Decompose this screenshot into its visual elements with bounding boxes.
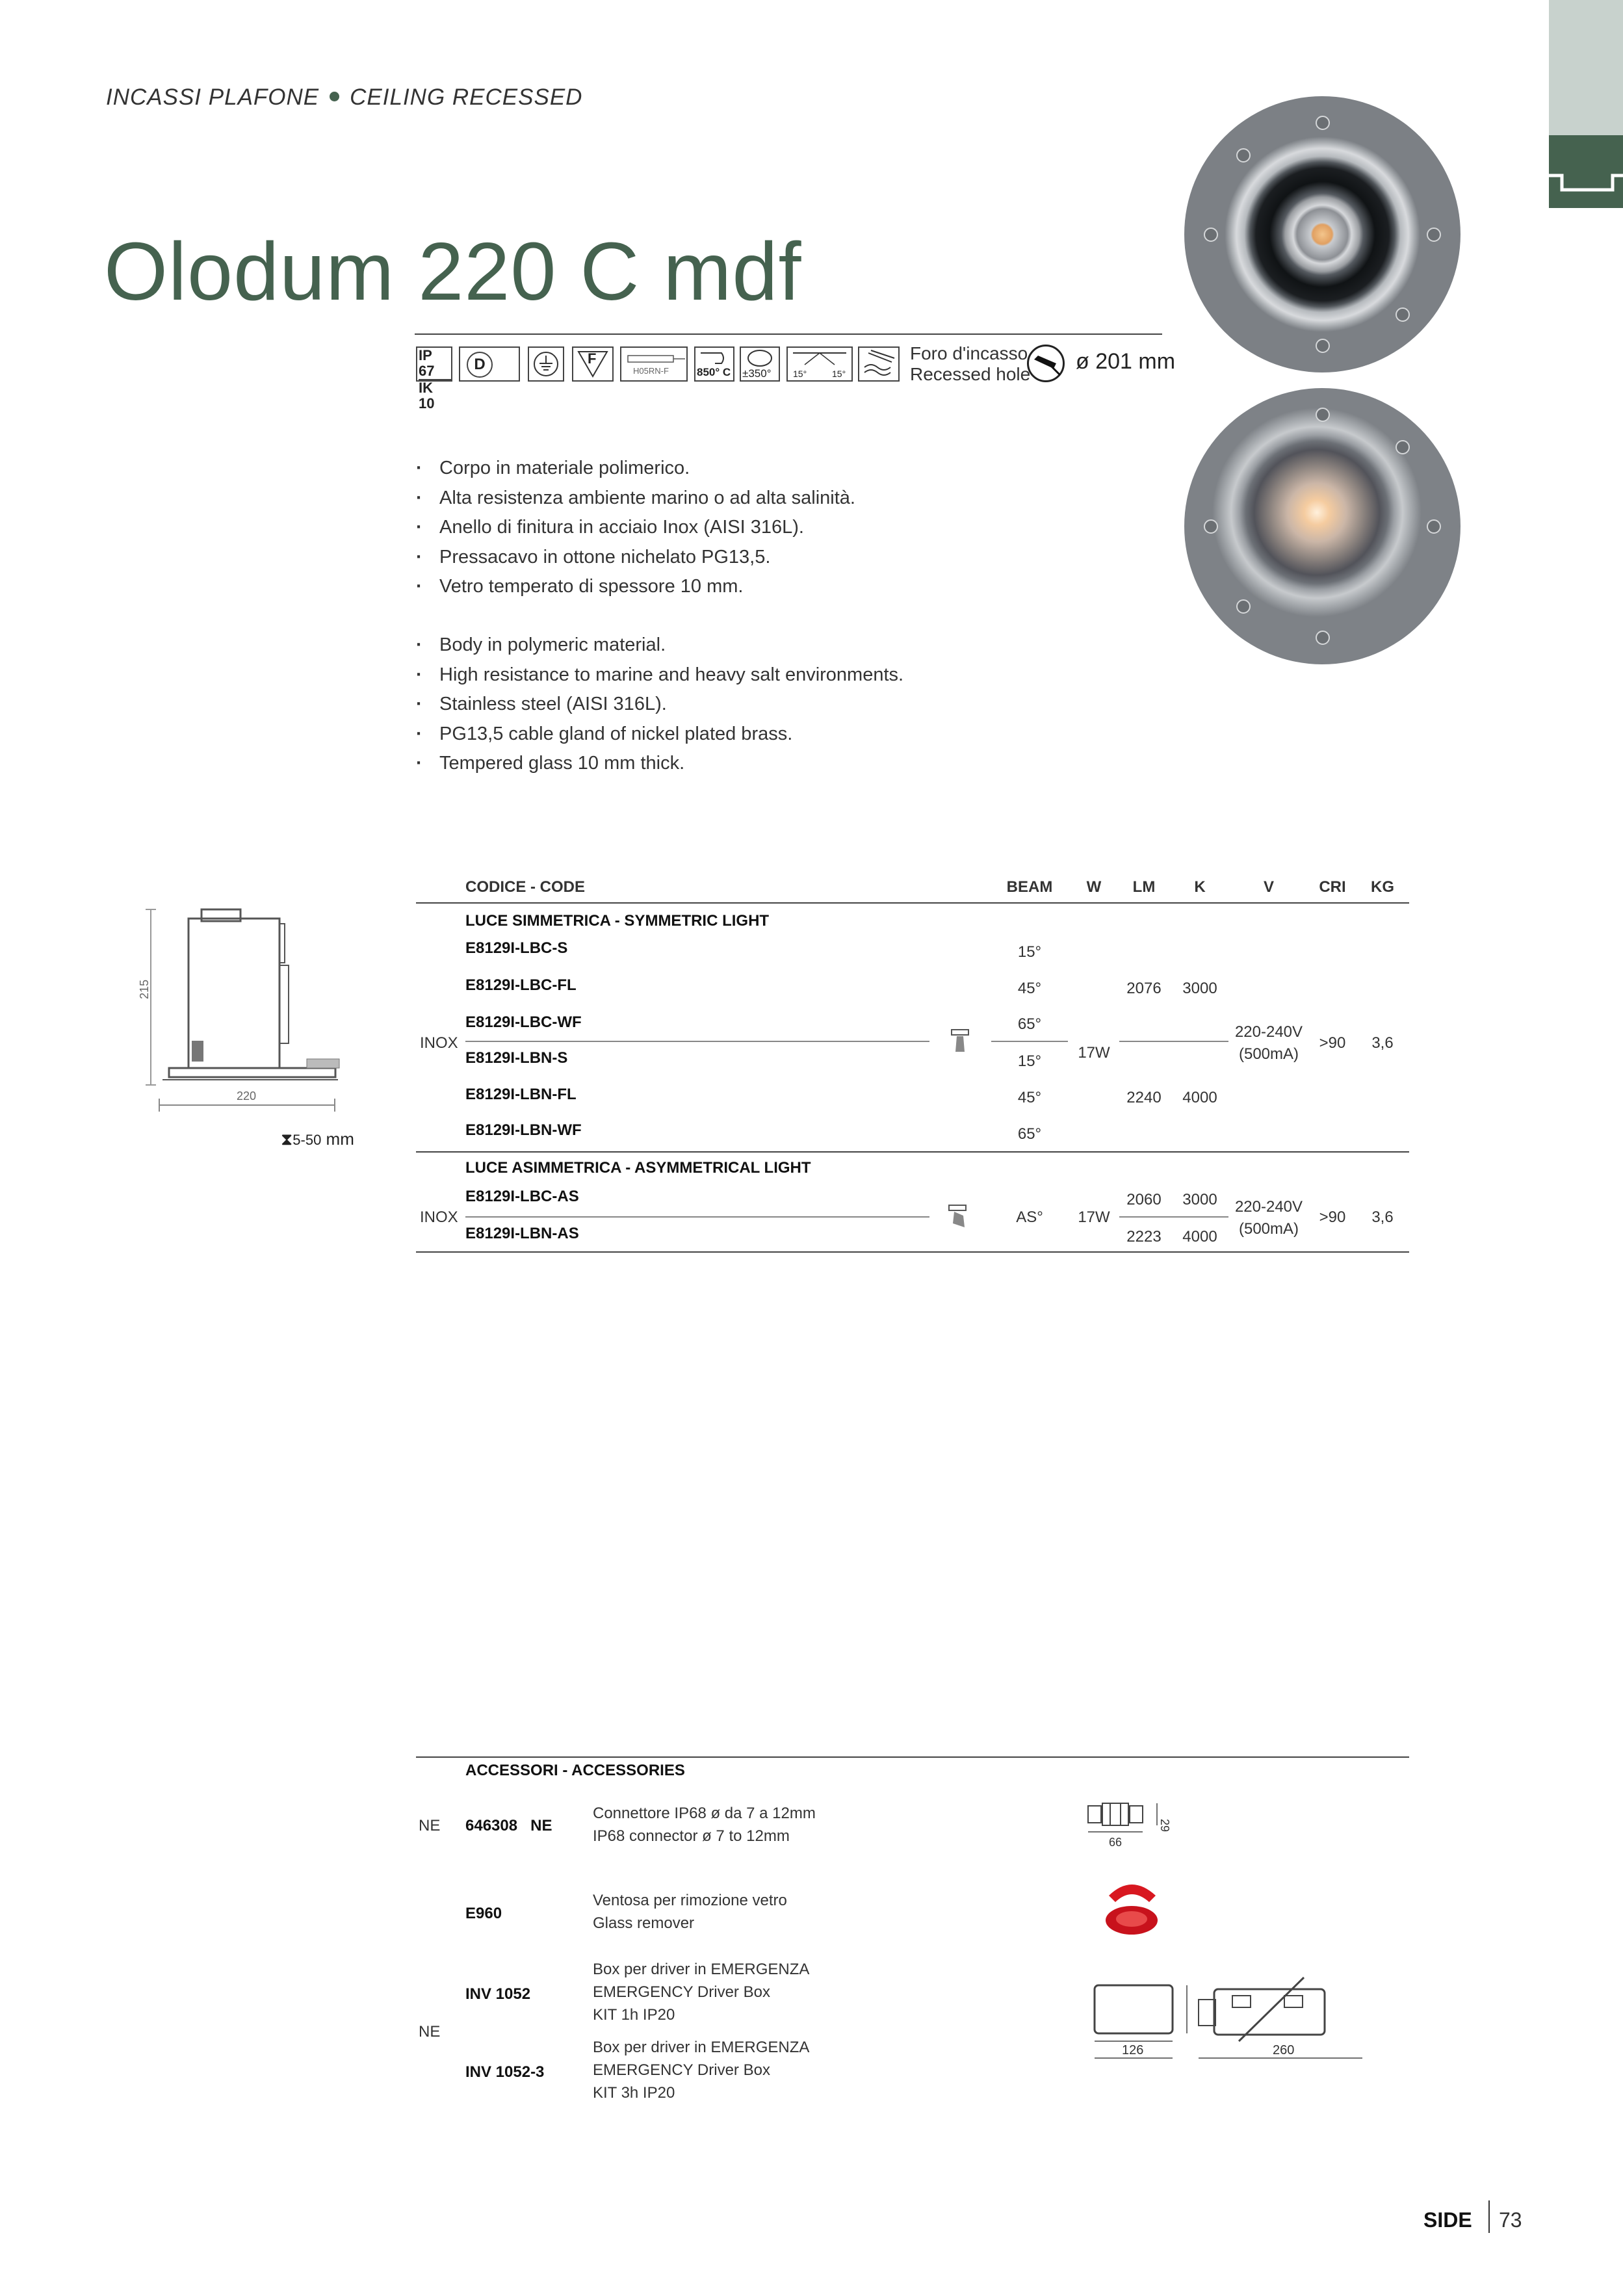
beam-value: 15° xyxy=(1017,943,1042,961)
accessory-desc-line: Box per driver in EMERGENZA xyxy=(593,2039,810,2056)
asymmetric-lamp-icon xyxy=(948,1204,967,1230)
ik-rating: IK 10 xyxy=(419,380,435,411)
feature-item: · Anello di finitura in acciaio Inox (AISI 316L). xyxy=(416,513,855,543)
group-rule xyxy=(416,1151,1409,1153)
category-en: CEILING RECESSED xyxy=(350,85,583,110)
feature-item: · Alta resistenza ambiente marino o ad alta salinità. xyxy=(416,484,855,514)
thickness-icon: ⧗ xyxy=(281,1129,293,1149)
kelvin-value: 3000 xyxy=(1182,980,1217,997)
f-class-label: F xyxy=(588,350,597,367)
accessory-desc-line: EMERGENCY Driver Box xyxy=(593,1983,770,2001)
glow-wire-label: 850° C xyxy=(697,366,731,378)
accessory-finish: NE xyxy=(419,1817,441,1834)
lumen-value: 2240 xyxy=(1126,1089,1162,1106)
cri-value: >90 xyxy=(1319,1034,1346,1052)
rotation-label: ±350° xyxy=(742,367,772,380)
accessories-section xyxy=(0,1742,1623,2119)
col-header-lm: LM xyxy=(1132,878,1156,896)
group-title-asymmetric: LUCE ASIMMETRICA - ASYMMETRICAL LIGHT xyxy=(465,1159,811,1177)
accessory-desc-line: Connettore IP68 ø da 7 a 12mm xyxy=(593,1805,816,1822)
accessory-finish: NE xyxy=(419,2023,441,2041)
box-dim-2: 260 xyxy=(1273,2043,1295,2057)
connector-dim-height: 29 xyxy=(1158,1819,1171,1833)
current-value: (500mA) xyxy=(1238,1045,1299,1063)
accessory-code-number: 646308 xyxy=(465,1817,518,1834)
beam-value: 15° xyxy=(1017,1052,1042,1070)
product-code: E8129I-LBC-S xyxy=(465,939,568,957)
beam-value: 45° xyxy=(1017,1089,1042,1106)
connector-dim-width: 66 xyxy=(1109,1836,1123,1849)
weight-value: 3,6 xyxy=(1371,1034,1394,1052)
depth-unit: mm xyxy=(326,1129,354,1149)
tilt-right-label: 15° xyxy=(832,369,846,379)
table-header-rule xyxy=(416,902,1409,904)
row-divider xyxy=(465,1216,929,1218)
col-header-k: K xyxy=(1194,878,1206,896)
accessory-desc-line: EMERGENCY Driver Box xyxy=(593,2061,770,2079)
recessed-hole-value: ø 201 mm xyxy=(1076,349,1176,374)
col-header-v: V xyxy=(1263,878,1275,896)
ip-rating: IP 67 xyxy=(419,348,451,380)
footer-separator xyxy=(1488,2200,1490,2233)
beam-value: 65° xyxy=(1017,1125,1042,1143)
row-divider xyxy=(465,1041,929,1042)
feature-item: · High resistance to marine and heavy salt environments. xyxy=(416,660,903,690)
connector-drawing xyxy=(1084,1799,1182,1849)
cable-label: H05RN-F xyxy=(633,366,669,376)
col-header-kg: KG xyxy=(1371,878,1394,896)
beam-value: 45° xyxy=(1017,980,1042,997)
accessory-desc-line: Ventosa per rimozione vetro xyxy=(593,1892,787,1909)
weight-value: 3,6 xyxy=(1371,1208,1394,1226)
product-code: E8129I-LBC-FL xyxy=(465,976,577,994)
feature-item: · Stainless steel (AISI 316L). xyxy=(416,690,903,720)
lumen-value: 2223 xyxy=(1126,1228,1162,1246)
col-header-w: W xyxy=(1086,878,1102,896)
box-dim-1: 126 xyxy=(1122,2043,1144,2057)
accessories-rule xyxy=(416,1756,1409,1758)
table-bottom-rule xyxy=(416,1251,1409,1253)
accessory-desc-line: KIT 1h IP20 xyxy=(593,2006,675,2024)
beam-value: AS° xyxy=(1016,1208,1043,1226)
accessory-code: INV 1052 xyxy=(465,1985,531,2003)
accessory-desc-line: IP68 connector ø 7 to 12mm xyxy=(593,1827,790,1845)
accessory-description xyxy=(593,1889,787,1935)
page-number: 73 xyxy=(1499,2208,1522,2232)
voltage-value: 220-240V xyxy=(1234,1198,1303,1216)
beam-value: 65° xyxy=(1017,1015,1042,1033)
depth-range: 5-50 xyxy=(292,1132,322,1148)
glass-remover-image xyxy=(1096,1870,1174,1941)
product-code: E8129I-LBC-AS xyxy=(465,1188,579,1205)
hole-label-en: Recessed hole xyxy=(910,364,1031,384)
brand-name: SIDE xyxy=(1423,2208,1472,2232)
current-value: (500mA) xyxy=(1238,1220,1299,1238)
accessory-description xyxy=(593,1802,816,1847)
product-code: E8129I-LBN-AS xyxy=(465,1225,579,1242)
group-title-symmetric: LUCE SIMMETRICA - SYMMETRIC LIGHT xyxy=(465,912,770,930)
drawing-width-label: 220 xyxy=(237,1089,257,1102)
finish-label: INOX xyxy=(420,1034,458,1052)
watt-value: 17W xyxy=(1078,1044,1110,1062)
voltage-value: 220-240V xyxy=(1234,1023,1303,1041)
kelvin-value: 4000 xyxy=(1182,1228,1217,1246)
feature-item: · Corpo in materiale polimerico. xyxy=(416,454,855,484)
accessory-description xyxy=(593,1958,809,2026)
tilt-left-label: 15° xyxy=(793,369,807,379)
col-header-beam: BEAM xyxy=(1006,878,1053,896)
product-title: Olodum 220 C mdf xyxy=(104,226,802,317)
symmetric-lamp-icon xyxy=(950,1028,970,1054)
accessories-title: ACCESSORI - ACCESSORIES xyxy=(465,1762,685,1779)
drawing-height-label: 215 xyxy=(138,979,151,999)
d-class-label: D xyxy=(467,352,493,378)
accessory-desc-line: KIT 3h IP20 xyxy=(593,2084,675,2102)
emergency-box-drawing xyxy=(1089,1976,1369,2080)
product-code: E8129I-LBN-WF xyxy=(465,1121,582,1139)
accessory-code xyxy=(465,1817,552,1835)
cri-value: >90 xyxy=(1319,1208,1346,1226)
accessory-description xyxy=(593,2036,809,2104)
hole-label-it: Foro d'incasso xyxy=(910,343,1028,363)
feature-item: · Body in polymeric material. xyxy=(416,631,903,660)
accessory-code: INV 1052-3 xyxy=(465,2063,545,2081)
product-code: E8129I-LBN-FL xyxy=(465,1086,577,1103)
feature-item: · Tempered glass 10 mm thick. xyxy=(416,749,903,779)
product-code: E8129I-LBC-WF xyxy=(465,1013,582,1031)
col-header-code: CODICE - CODE xyxy=(465,878,586,896)
watt-value: 17W xyxy=(1078,1208,1110,1226)
accessory-code-suffix: NE xyxy=(530,1817,552,1834)
row-divider xyxy=(1119,1216,1228,1218)
feature-item: · Pressacavo in ottone nichelato PG13,5. xyxy=(416,543,855,573)
lumen-value: 2060 xyxy=(1126,1191,1162,1208)
category-it: INCASSI PLAFONE xyxy=(106,85,320,110)
accessory-desc-line: Box per driver in EMERGENZA xyxy=(593,1961,810,1978)
finish-label: INOX xyxy=(420,1208,458,1226)
kelvin-value: 3000 xyxy=(1182,1191,1217,1208)
feature-item: · Vetro temperato di spessore 10 mm. xyxy=(416,572,855,602)
col-header-cri: CRI xyxy=(1319,878,1346,896)
kelvin-value: 4000 xyxy=(1182,1089,1217,1106)
accessory-code: E960 xyxy=(465,1905,502,1922)
product-code: E8129I-LBN-S xyxy=(465,1049,568,1067)
row-divider xyxy=(991,1041,1068,1042)
row-divider xyxy=(1119,1041,1228,1042)
feature-item: · PG13,5 cable gland of nickel plated brass. xyxy=(416,720,903,750)
lumen-value: 2076 xyxy=(1126,980,1162,997)
accessory-desc-line: Glass remover xyxy=(593,1914,695,1932)
